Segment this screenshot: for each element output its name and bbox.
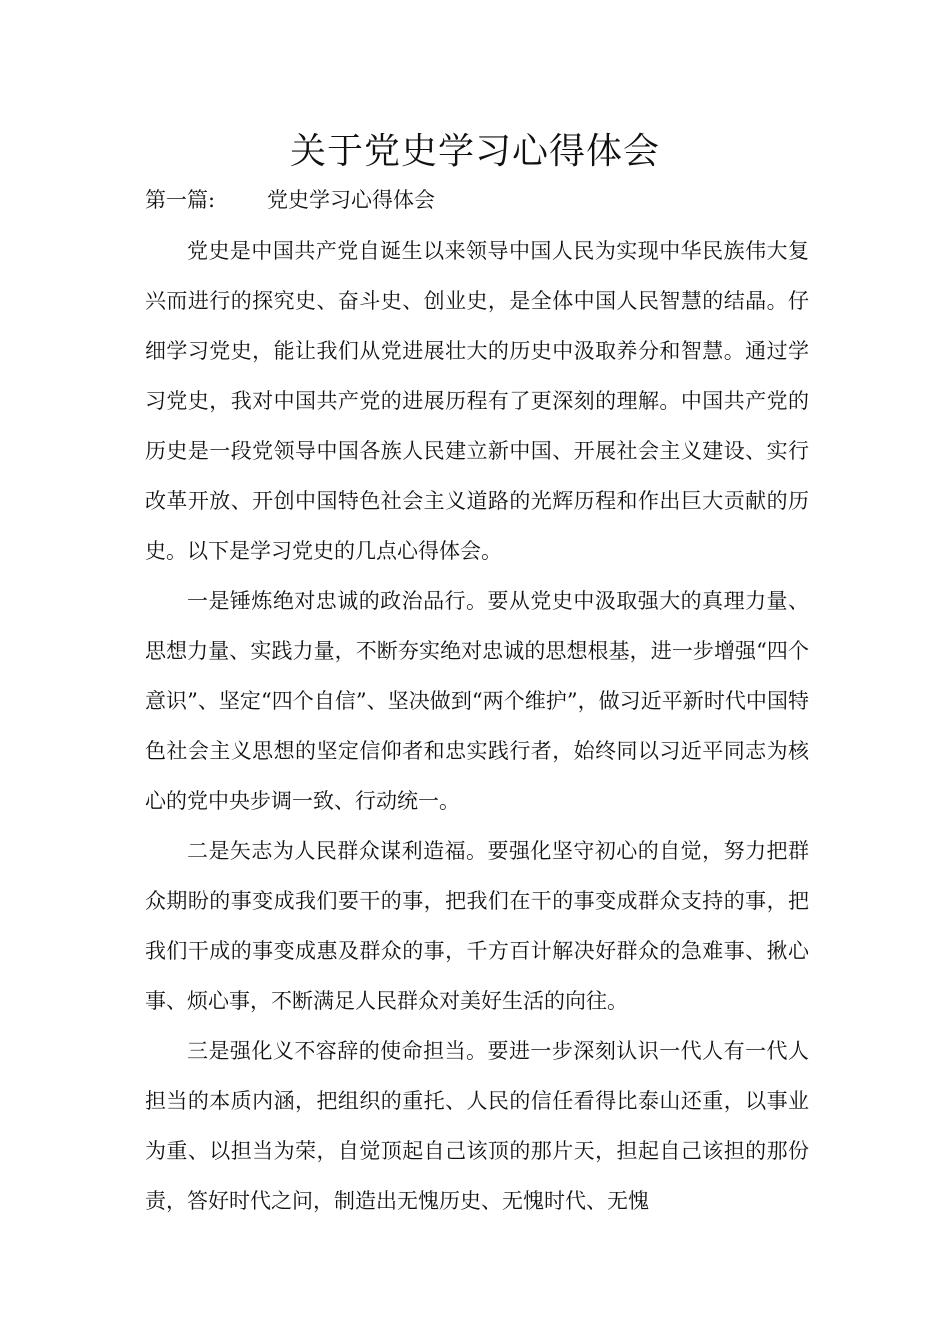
- paragraph-intro: 党史是中国共产党自诞生以来领导中国人民为实现中华民族伟大复兴而进行的探究史、奋斗史、创业史，是全体中国人民智慧的结晶。仔细学习党史，能让我们从党进展壮大的历史中汲取养分和智慧。通过学习党史，我对中国共产党的进展历程有了更深刻的理解。中国共产党的历史是一段党领导中国各族人民建立新中国、开展社会主义建设、实行改革开放、开创中国特色社会主义道路的光辉历程和作出巨大贡献的历史。以下是学习党史的几点心得体会。: [145, 239, 809, 563]
- paragraph-point-two: 二是矢志为人民群众谋利造福。要强化坚守初心的自觉，努力把群众期盼的事变成我们要干的事，把我们在干的事变成群众支持的事，把我们干成的事变成惠及群众的事，千方百计解决好群众的急难事、揪心事、烦心事，不断满足人民群众对美好生活的向往。: [145, 839, 809, 1013]
- document-title: 关于党史学习心得体会: [289, 131, 660, 172]
- paragraph-point-three: 三是强化义不容辞的使命担当。要进一步深刻认识一代人有一代人担当的本质内涵，把组织的重托、人民的信任看得比泰山还重，以事业为重、以担当为荣，自觉顶起自己该顶的那片天，担起自己该担的那份责，答好时代之问，制造出无愧历史、无愧时代、无愧: [145, 1039, 809, 1213]
- paragraph-point-one: 一是锤炼绝对忠诚的政治品行。要从党史中汲取强大的真理力量、思想力量、实践力量，不断夯实绝对忠诚的思想根基，进一步增强“四个意识”、坚定“四个自信”、坚决做到“两个维护”，做习近平新时代中国特色社会主义思想的坚定信仰者和忠实践行者，始终同以习近平同志为核心的党中央步调一致、行动统一。: [145, 589, 809, 813]
- subtitle-label: 第一篇:: [145, 188, 216, 212]
- document-body: [145, 226, 809, 1226]
- document-subtitle: [145, 184, 805, 216]
- subtitle-text: 党史学习心得体会: [267, 188, 435, 212]
